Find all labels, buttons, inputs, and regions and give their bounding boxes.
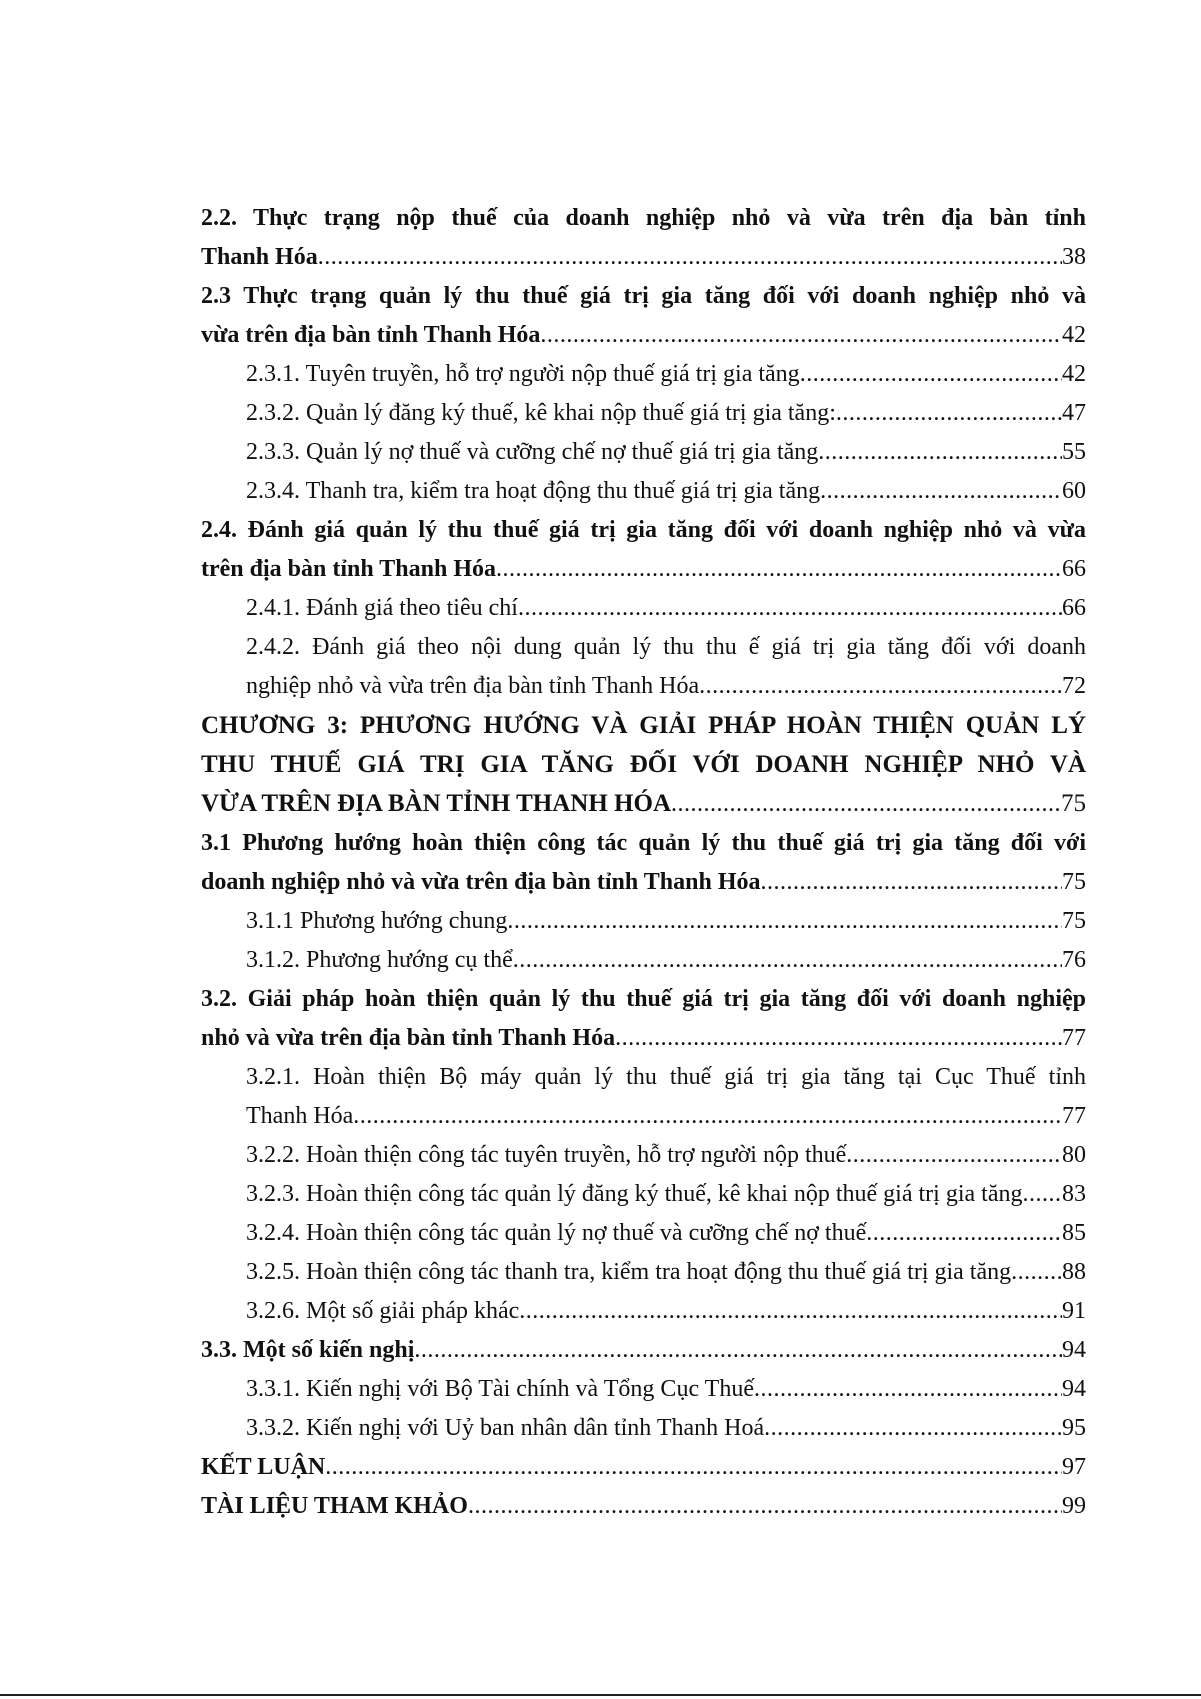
dot-leader bbox=[820, 472, 1062, 511]
toc-entry[interactable] bbox=[201, 1331, 1086, 1370]
dot-leader bbox=[468, 1487, 1062, 1526]
toc-entry-line: 3.2. Giải pháp hoàn thiện quản lý thu thuế giá trị gia tăng đối với doanh nghiệp bbox=[201, 986, 1086, 1012]
dot-leader bbox=[518, 589, 1062, 628]
toc-entry[interactable] bbox=[201, 589, 1086, 628]
dot-leader bbox=[818, 433, 1062, 472]
toc-entry-final-line bbox=[201, 1331, 1086, 1370]
toc-entry-final-line bbox=[201, 1487, 1086, 1526]
toc-entry[interactable] bbox=[201, 511, 1086, 589]
toc-entry-title: 3.2.5. Hoàn thiện công tác thanh tra, kiểm tra hoạt động thu thuế giá trị gia tăng bbox=[246, 1259, 1012, 1285]
dot-leader bbox=[353, 1097, 1062, 1136]
toc-entry-line: 2.4. Đánh giá quản lý thu thuế giá trị gia tăng đối với doanh nghiệp nhỏ và vừa bbox=[201, 517, 1086, 543]
toc-page-number: 72 bbox=[1062, 673, 1086, 699]
dot-leader bbox=[846, 1136, 1062, 1175]
toc-entry-final-line bbox=[246, 355, 1086, 394]
toc-page-number: 77 bbox=[1062, 1025, 1086, 1051]
dot-leader bbox=[507, 902, 1062, 941]
toc-entry-title: Thanh Hóa bbox=[246, 1103, 354, 1129]
toc-page-number: 83 bbox=[1062, 1181, 1086, 1207]
dot-leader bbox=[513, 941, 1062, 980]
dot-leader bbox=[836, 394, 1062, 433]
dot-leader bbox=[540, 316, 1062, 355]
toc-entry-final-line bbox=[201, 1448, 1086, 1487]
toc-entry-final-line bbox=[246, 1136, 1086, 1175]
dot-leader bbox=[699, 667, 1062, 706]
toc-page-number: 66 bbox=[1062, 595, 1086, 621]
toc-entry-title: 3.2.3. Hoàn thiện công tác quản lý đăng ký thuế, kê khai nộp thuế giá trị gia tăng bbox=[246, 1181, 1023, 1207]
dot-leader bbox=[866, 1214, 1062, 1253]
toc-entry[interactable] bbox=[201, 1214, 1086, 1253]
toc-entry-final-line bbox=[246, 1097, 1086, 1136]
toc-entry[interactable] bbox=[201, 199, 1086, 277]
toc-entry[interactable] bbox=[201, 628, 1086, 706]
toc-page-number: 77 bbox=[1062, 1103, 1086, 1129]
toc-entry[interactable] bbox=[201, 277, 1086, 355]
toc-entry-title: 2.3.4. Thanh tra, kiểm tra hoạt động thu thuế giá trị gia tăng bbox=[246, 478, 821, 504]
toc-page-number: 91 bbox=[1062, 1298, 1086, 1324]
toc-entry-final-line bbox=[201, 784, 1086, 824]
toc-entry-title: 3.1.2. Phương hướng cụ thể bbox=[246, 947, 513, 973]
toc-entry-title: 3.3.1. Kiến nghị với Bộ Tài chính và Tổng Cục Thuế bbox=[246, 1376, 754, 1402]
toc-entry[interactable] bbox=[201, 1253, 1086, 1292]
dot-leader bbox=[1011, 1253, 1062, 1292]
toc-entry-title: 2.4.1. Đánh giá theo tiêu chí bbox=[246, 595, 518, 621]
toc-entry-title: KẾT LUẬN bbox=[201, 1454, 326, 1480]
toc-entry-final-line bbox=[246, 1253, 1086, 1292]
toc-entry-title: Thanh Hóa bbox=[201, 244, 318, 270]
toc-page-number: 75 bbox=[1062, 869, 1086, 895]
toc-page-number: 94 bbox=[1062, 1337, 1086, 1363]
toc-entry-final-line bbox=[246, 1175, 1086, 1214]
toc-page-number: 42 bbox=[1062, 361, 1086, 387]
toc-entry-final-line bbox=[246, 1292, 1086, 1331]
toc-entry-line: CHƯƠNG 3: PHƯƠNG HƯỚNG VÀ GIẢI PHÁP HOÀN THIỆN QUẢN LÝ bbox=[201, 712, 1086, 739]
toc-entry[interactable] bbox=[201, 1175, 1086, 1214]
toc-entry-title: 3.3. Một số kiến nghị bbox=[201, 1337, 415, 1363]
toc-entry[interactable] bbox=[201, 472, 1086, 511]
toc-entry-title: nhỏ và vừa trên địa bàn tỉnh Thanh Hóa bbox=[201, 1025, 616, 1051]
toc-entry-final-line bbox=[246, 472, 1086, 511]
toc-entry[interactable] bbox=[201, 824, 1086, 902]
toc-entry-title: nghiệp nhỏ và vừa trên địa bàn tỉnh Thanh Hóa bbox=[246, 673, 700, 699]
toc-page-number: 55 bbox=[1062, 439, 1086, 465]
toc-entry-final-line bbox=[246, 667, 1086, 706]
toc-entry-final-line bbox=[246, 1214, 1086, 1253]
toc-entry-line: 3.2.1. Hoàn thiện Bộ máy quản lý thu thuế giá trị gia tăng tại Cục Thuế tỉnh bbox=[246, 1064, 1086, 1090]
table-of-contents bbox=[201, 199, 1086, 1526]
dot-leader bbox=[800, 355, 1062, 394]
toc-entry[interactable] bbox=[201, 433, 1086, 472]
toc-entry[interactable] bbox=[201, 1136, 1086, 1175]
toc-entry[interactable] bbox=[201, 1058, 1086, 1136]
dot-leader bbox=[761, 863, 1063, 902]
toc-entry-line: 3.1 Phương hướng hoàn thiện công tác quản lý thu thuế giá trị gia tăng đối với bbox=[201, 830, 1086, 856]
toc-entry-final-line bbox=[246, 941, 1086, 980]
toc-entry[interactable] bbox=[201, 980, 1086, 1058]
toc-entry[interactable] bbox=[201, 941, 1086, 980]
toc-entry-line: 2.2. Thực trạng nộp thuế của doanh nghiệp nhỏ và vừa trên địa bàn tỉnh bbox=[201, 205, 1086, 231]
toc-entry-final-line bbox=[201, 316, 1086, 355]
toc-entry-title: vừa trên địa bàn tỉnh Thanh Hóa bbox=[201, 322, 541, 348]
toc-entry-line: THU THUẾ GIÁ TRỊ GIA TĂNG ĐỐI VỚI DOANH NGHIỆP NHỎ VÀ bbox=[201, 751, 1086, 778]
toc-entry-title: doanh nghiệp nhỏ và vừa trên địa bàn tỉnh Thanh Hóa bbox=[201, 869, 761, 895]
toc-entry[interactable] bbox=[201, 1487, 1086, 1526]
toc-entry-final-line bbox=[246, 1370, 1086, 1409]
toc-entry-title: trên địa bàn tỉnh Thanh Hóa bbox=[201, 556, 496, 582]
toc-entry-title: VỪA TRÊN ĐỊA BÀN TỈNH THANH HÓA bbox=[201, 790, 671, 817]
toc-entry-title: 3.1.1 Phương hướng chung bbox=[246, 908, 508, 934]
dot-leader bbox=[615, 1019, 1062, 1058]
dot-leader bbox=[496, 550, 1062, 589]
toc-entry-title: 2.3.2. Quản lý đăng ký thuế, kê khai nộp thuế giá trị gia tăng: bbox=[246, 400, 836, 426]
toc-page-number: 88 bbox=[1062, 1259, 1086, 1285]
toc-entry-final-line bbox=[201, 1019, 1086, 1058]
dot-leader bbox=[414, 1331, 1062, 1370]
toc-page-number: 99 bbox=[1062, 1493, 1086, 1519]
toc-entry-line: 2.3 Thực trạng quản lý thu thuế giá trị gia tăng đối với doanh nghiệp nhỏ và bbox=[201, 283, 1086, 309]
toc-page-number: 75 bbox=[1061, 790, 1086, 817]
toc-entry-final-line bbox=[201, 863, 1086, 902]
dot-leader bbox=[1022, 1175, 1062, 1214]
dot-leader bbox=[325, 1448, 1062, 1487]
toc-page-number: 94 bbox=[1062, 1376, 1086, 1402]
toc-page-number: 66 bbox=[1062, 556, 1086, 582]
dot-leader bbox=[671, 785, 1061, 824]
toc-page-number: 85 bbox=[1062, 1220, 1086, 1246]
toc-entry-final-line bbox=[246, 1409, 1086, 1448]
toc-page-number: 95 bbox=[1062, 1415, 1086, 1441]
toc-entry-final-line bbox=[201, 238, 1086, 277]
toc-page-number: 76 bbox=[1062, 947, 1086, 973]
toc-entry-final-line bbox=[246, 394, 1086, 433]
toc-entry-line: 2.4.2. Đánh giá theo nội dung quản lý thu thu ế giá trị gia tăng đối với doanh bbox=[246, 634, 1086, 660]
toc-page-number: 38 bbox=[1062, 244, 1086, 270]
page-bottom-edge bbox=[0, 1694, 1201, 1696]
toc-entry[interactable] bbox=[201, 902, 1086, 941]
toc-entry-final-line bbox=[201, 550, 1086, 589]
dot-leader bbox=[519, 1292, 1062, 1331]
toc-entry-title: 3.2.6. Một số giải pháp khác bbox=[246, 1298, 520, 1324]
toc-entry[interactable] bbox=[201, 1370, 1086, 1409]
toc-entry[interactable] bbox=[201, 394, 1086, 433]
toc-page-number: 60 bbox=[1062, 478, 1086, 504]
toc-entry-title: 3.2.4. Hoàn thiện công tác quản lý nợ thuế và cưỡng chế nợ thuế bbox=[246, 1220, 867, 1246]
toc-entry-final-line bbox=[246, 902, 1086, 941]
dot-leader bbox=[764, 1409, 1062, 1448]
toc-entry[interactable] bbox=[201, 1448, 1086, 1487]
toc-page-number: 97 bbox=[1062, 1454, 1086, 1480]
toc-entry[interactable] bbox=[201, 355, 1086, 394]
dot-leader bbox=[754, 1370, 1062, 1409]
toc-entry-final-line bbox=[246, 589, 1086, 628]
toc-entry-title: 3.3.2. Kiến nghị với Uỷ ban nhân dân tỉnh Thanh Hoá bbox=[246, 1415, 765, 1441]
toc-entry-title: 3.2.2. Hoàn thiện công tác tuyên truyền, hỗ trợ người nộp thuế bbox=[246, 1142, 847, 1168]
dot-leader bbox=[318, 238, 1062, 277]
toc-entry-title: TÀI LIỆU THAM KHẢO bbox=[201, 1493, 468, 1519]
toc-entry-title: 2.3.3. Quản lý nợ thuế và cưỡng chế nợ thuế giá trị gia tăng bbox=[246, 439, 819, 465]
toc-page-number: 47 bbox=[1062, 400, 1086, 426]
toc-page-number: 80 bbox=[1062, 1142, 1086, 1168]
toc-entry-title: 2.3.1. Tuyên truyền, hỗ trợ người nộp thuế giá trị gia tăng bbox=[246, 361, 800, 387]
toc-entry[interactable] bbox=[201, 1409, 1086, 1448]
toc-entry[interactable] bbox=[201, 1292, 1086, 1331]
toc-entry-final-line bbox=[246, 433, 1086, 472]
toc-page-number: 75 bbox=[1062, 908, 1086, 934]
toc-page-number: 42 bbox=[1062, 322, 1086, 348]
toc-entry[interactable] bbox=[201, 706, 1086, 824]
